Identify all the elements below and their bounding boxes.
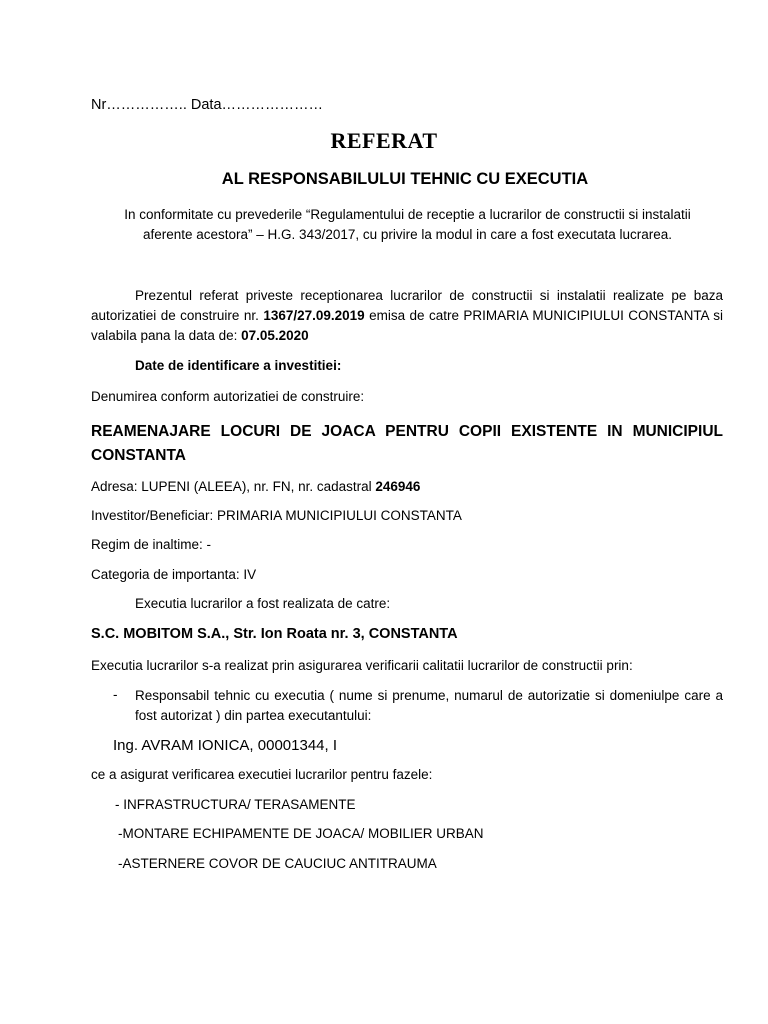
address-label: Adresa: LUPENI (ALEEA), nr. FN, nr. cadastral bbox=[91, 479, 376, 494]
bullet-text: Responsabil tehnic cu executia ( nume si prenume, numarul de autorizatie si domeniulpe care a fost autorizat ) din partea executantului: bbox=[135, 688, 723, 723]
document-subtitle: AL RESPONSABILULUI TEHNIC CU EXECUTIA bbox=[221, 170, 589, 188]
verification-intro: Executia lucrarilor s-a realizat prin asigurarea verificarii calitatii lucrarilor de constructii prin: bbox=[91, 658, 633, 673]
phase-item: -MONTARE ECHIPAMENTE DE JOACA/ MOBILIER URBAN bbox=[118, 826, 484, 841]
bullet-marker: - bbox=[113, 687, 118, 702]
denumire-label: Denumirea conform autorizatiei de construire: bbox=[91, 389, 365, 404]
work-title: REAMENAJARE LOCURI DE JOACA PENTRU COPII EXISTENTE IN MUNICIPIUL CONSTANTA bbox=[91, 423, 723, 464]
reception-text-2: emisa de catre PRIMARIA MUNICIPIULUI CONSTANTA si valabila pana la data de: bbox=[91, 308, 723, 343]
intro-paragraph: In conformitate cu prevederile “Regulamentului de receptie a lucrarilor de constructii si instalatii aferente acestora” – H.G. 343/2017, cu privire la modul in care a fost executata lucrarea. bbox=[124, 207, 691, 242]
document-title: REFERAT bbox=[330, 128, 438, 153]
valid-until-date: 07.05.2020 bbox=[241, 328, 309, 343]
address-line bbox=[91, 479, 420, 494]
investor-line: Investitor/Beneficiar: PRIMARIA MUNICIPIULUI CONSTANTA bbox=[91, 508, 462, 523]
phases-intro: ce a asigurat verificarea executiei lucrarilor pentru fazele: bbox=[91, 767, 433, 782]
cadastral-number: 246946 bbox=[375, 479, 421, 494]
phase-item: -ASTERNERE COVOR DE CAUCIUC ANTITRAUMA bbox=[118, 856, 437, 871]
contractor-name: S.C. MOBITOM S.A., Str. Ion Roata nr. 3, CONSTANTA bbox=[91, 626, 458, 642]
importance-line: Categoria de importanta: IV bbox=[91, 567, 257, 582]
reception-paragraph bbox=[91, 286, 723, 346]
phase-item: - INFRASTRUCTURA/ TERASAMENTE bbox=[115, 797, 356, 812]
number-date-line: Nr…………….. Data………………… bbox=[91, 97, 324, 113]
executed-by-line: Executia lucrarilor a fost realizata de catre: bbox=[135, 596, 391, 611]
authorization-number: 1367/27.09.2019 bbox=[263, 308, 365, 323]
engineer-line: Ing. AVRAM IONICA, 00001344, I bbox=[113, 737, 338, 754]
identification-heading: Date de identificare a investitiei: bbox=[135, 358, 342, 373]
height-regime-line: Regim de inaltime: - bbox=[91, 537, 212, 552]
reception-text-1: Prezentul referat priveste receptionarea lucrarilor de constructii si instalatii realizate pe baza autorizatiei de construire nr. bbox=[91, 288, 723, 323]
